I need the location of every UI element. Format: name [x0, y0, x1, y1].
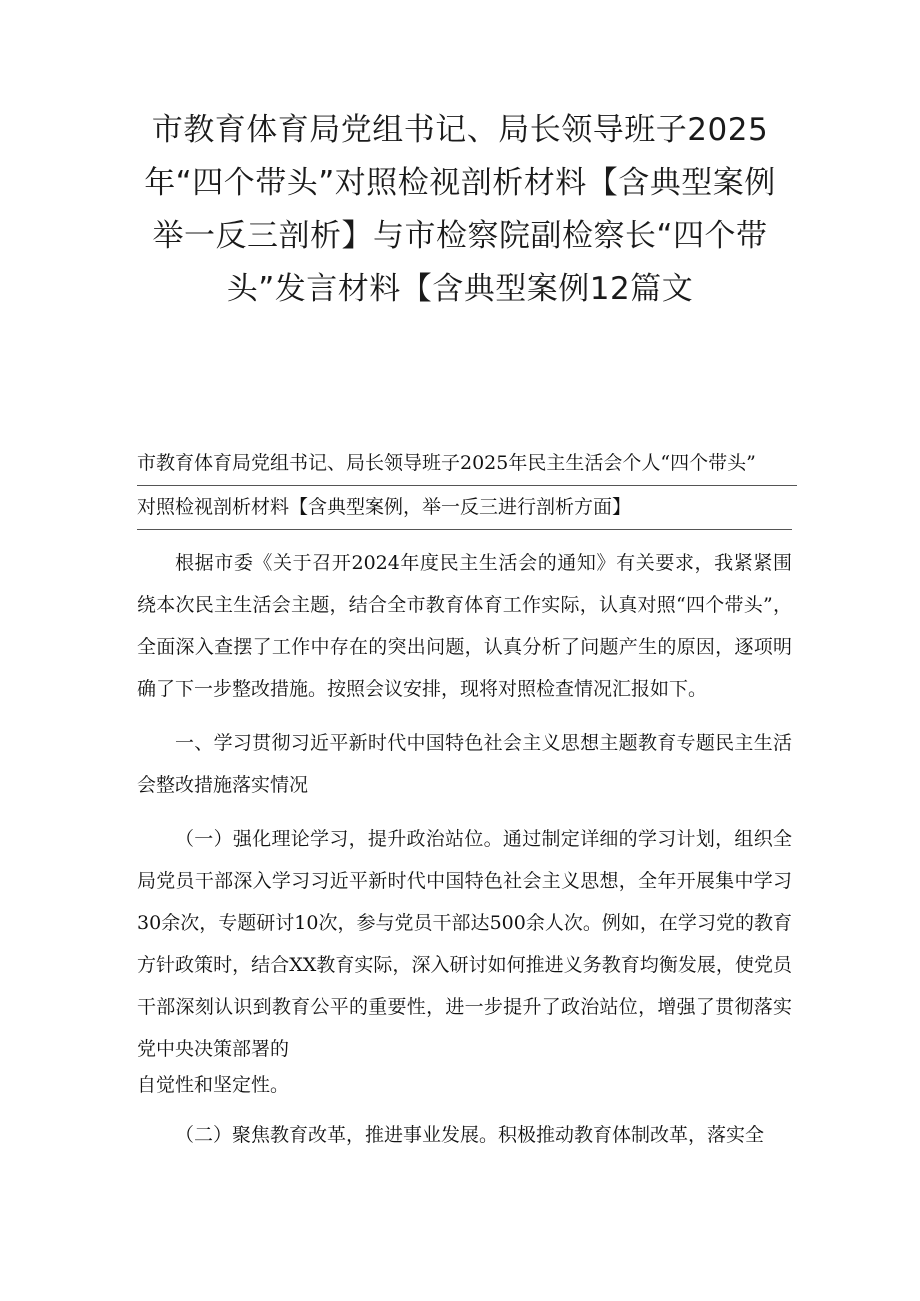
- subtitle-line-2: 对照检视剖析材料【含典型案例，举一反三进行剖析方面】: [137, 486, 792, 530]
- item-1-paragraph: （一）强化理论学习，提升政治站位。通过制定详细的学习计划，组织全局党员干部深入学习习近平新时代中国特色社会主义思想，全年开展集中学习30余次，专题研讨10次，参与党员干部达500余人次。例如，在学习党的教育方针政策时，结合XX教育实际，深入研讨如何推进义务教育均衡发展，使党员干部深刻认识到教育公平的重要性，进一步提升了政治站位，增强了贯彻落实党中央决策部署的: [137, 828, 792, 1060]
- item-1-continuation: 自觉性和坚定性。: [137, 1074, 290, 1096]
- document-main-title: 市教育体育局党组书记、局长领导班子2025年“四个带头”对照检视剖析材料【含典型案例举一反三剖析】与市检察院副检察长“四个带头”发言材料【含典型案例12篇文: [144, 112, 776, 307]
- subtitle-line-1: 市教育体育局党组书记、局长领导班子2025年民主生活会个人“四个带头”: [137, 442, 797, 486]
- document-body: [137, 542, 792, 1168]
- intro-paragraph: 根据市委《关于召开2024年度民主生活会的通知》有关要求，我紧紧围绕本次民主生活会主题，结合全市教育体育工作实际，认真对照“四个带头”，全面深入查摆了工作中存在的突出问题，认真分析了问题产生的原因，逐项明确了下一步整改措施。按照会议安排，现将对照检查情况汇报如下。: [137, 552, 792, 700]
- section-subtitle: [137, 442, 797, 530]
- item-2-paragraph: （二）聚焦教育改革，推进事业发展。积极推动教育体制改革，落实全: [175, 1124, 765, 1146]
- section-heading-1: 一、学习贯彻习近平新时代中国特色社会主义思想主题教育专题民主生活会整改措施落实情况: [137, 732, 792, 796]
